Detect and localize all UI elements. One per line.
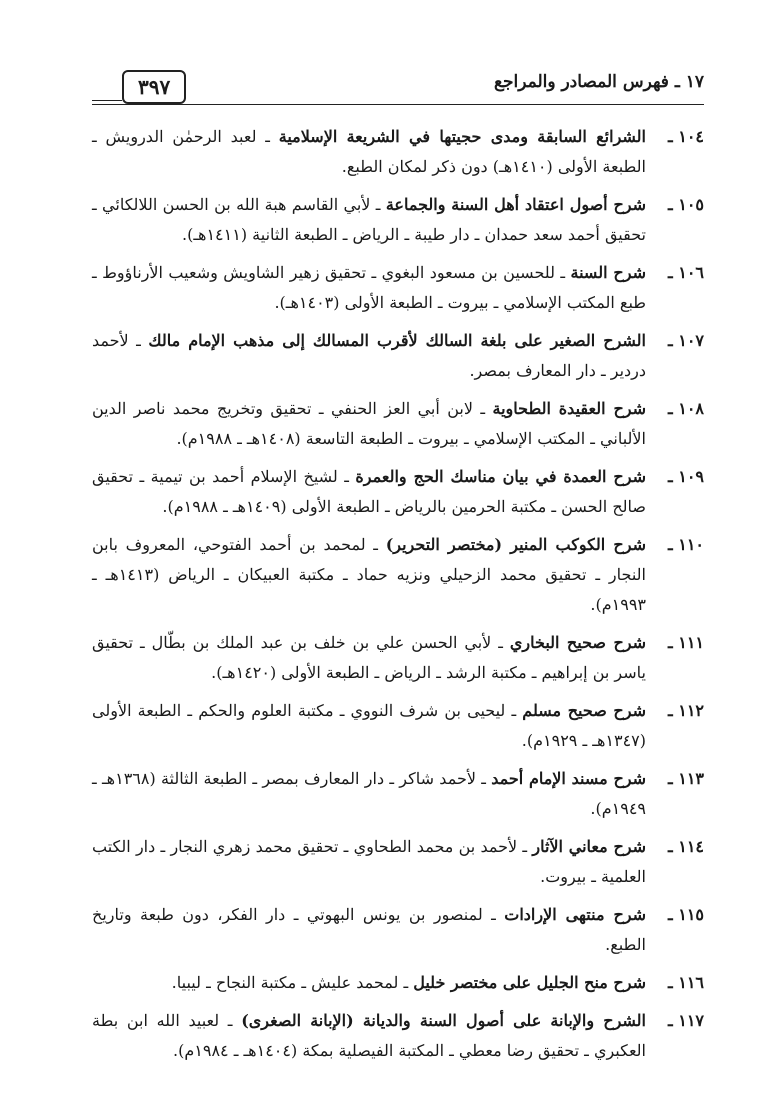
entry-title: شرح صحيح مسلم <box>522 701 646 720</box>
header-rule <box>92 104 704 105</box>
page-number: ٣٩٧ <box>122 70 186 104</box>
entry-title: شرح الكوكب المنير (مختصر التحرير) <box>385 535 646 554</box>
entry-details: ـ للحسين بن مسعود البغوي ـ تحقيق زهير الشاويش وشعيب الأرناؤوط ـ طبع المكتب الإسلامي ـ بيروت ـ الطبعة الأولى (١٤٠٣هـ). <box>92 263 646 312</box>
entry-details: ـ ليحيى بن شرف النووي ـ مكتبة العلوم والحكم ـ الطبعة الأولى (١٣٤٧هـ ـ ١٩٢٩م). <box>92 701 646 750</box>
entry-title: شرح العمدة في بيان مناسك الحج والعمرة <box>355 467 646 486</box>
entry-number: ١٠٥ ـ <box>667 195 704 214</box>
reference-entry <box>92 462 704 522</box>
entry-number: ١١٥ ـ <box>667 905 704 924</box>
entry-details: ـ لأحمد شاكر ـ دار المعارف بمصر ـ الطبعة الثالثة (١٣٦٨هـ ـ ١٩٤٩م). <box>92 769 646 818</box>
entry-title: شرح معاني الآثار <box>532 837 647 856</box>
reference-entry <box>92 628 704 688</box>
entry-details: ـ لعبيد الله ابن بطة العكبري ـ تحقيق رضا معطي ـ المكتبة الفيصلية بمكة (١٤٠٤هـ ـ ١٩٨٤م). <box>92 1011 646 1060</box>
reference-entry <box>92 122 704 182</box>
entry-title: الشرائع السابقة ومدى حجيتها في الشريعة الإسلامية <box>278 127 646 146</box>
entry-title: شرح السنة <box>570 263 646 282</box>
reference-entry <box>92 900 704 960</box>
entry-details: ـ لمحمد بن أحمد الفتوحي، المعروف بابن النجار ـ تحقيق محمد الزحيلي ونزيه حماد ـ مكتبة العبيكان ـ الرياض (١٤١٣هـ ـ ١٩٩٣م). <box>92 535 646 614</box>
entry-number: ١٠٩ ـ <box>667 467 704 486</box>
entry-number: ١٠٧ ـ <box>667 331 704 350</box>
entry-title: الشرح والإبانة على أصول السنة والديانة (الإبانة الصغرى) <box>241 1011 647 1030</box>
entry-title: شرح مسند الإمام أحمد <box>491 769 647 788</box>
page-header <box>92 70 704 110</box>
reference-entry <box>92 968 704 998</box>
reference-entry <box>92 530 704 620</box>
entry-details: ـ لأحمد بن محمد الطحاوي ـ تحقيق محمد زهري النجار ـ دار الكتب العلمية ـ بيروت. <box>92 837 646 886</box>
entry-details: ـ لشيخ الإسلام أحمد بن تيمية ـ تحقيق صالح الحسن ـ مكتبة الحرمين بالرياض ـ الطبعة الأولى (١٤٠٩هـ ـ ١٩٨٨م). <box>92 467 646 516</box>
entry-number: ١١٧ ـ <box>667 1011 704 1030</box>
reference-entry <box>92 1006 704 1066</box>
entry-details: ـ لمنصور بن يونس البهوتي ـ دار الفكر، دون طبعة وتاريخ الطبع. <box>92 905 646 954</box>
entry-number: ١٠٨ ـ <box>667 399 704 418</box>
entry-details: ـ لمحمد عليش ـ مكتبة النجاح ـ ليبيا. <box>171 973 414 992</box>
reference-entry <box>92 764 704 824</box>
entry-details: ـ لعبد الرحمٰن الدرويش ـ الطبعة الأولى (١٤١٠هـ) دون ذكر لمكان الطبع. <box>92 127 646 176</box>
entry-number: ١١١ ـ <box>667 633 704 652</box>
reference-entry <box>92 832 704 892</box>
entry-title: شرح أصول اعتقاد أهل السنة والجماعة <box>385 195 647 214</box>
reference-entry <box>92 190 704 250</box>
chapter-title: ١٧ ـ فهرس المصادر والمراجع <box>493 72 704 92</box>
entry-number: ١١٢ ـ <box>667 701 704 720</box>
entry-number: ١١٦ ـ <box>667 973 704 992</box>
reference-entry <box>92 326 704 386</box>
entry-number: ١٠٦ ـ <box>667 263 704 282</box>
entry-number: ١١٠ ـ <box>667 535 704 554</box>
entry-details: ـ لأبي الحسن علي بن خلف بن عبد الملك بن بطّال ـ تحقيق ياسر بن إبراهيم ـ مكتبة الرشد ـ الرياض ـ الطبعة الأولى (١٤٢٠هـ). <box>92 633 646 682</box>
entry-title: شرح العقيدة الطحاوية <box>492 399 647 418</box>
entry-title: شرح منتهى الإرادات <box>504 905 647 924</box>
entry-title: الشرح الصغير على بلغة السالك لأقرب المسالك إلى مذهب الإمام مالك <box>148 331 646 350</box>
entry-details: ـ لأحمد دردير ـ دار المعارف بمصر. <box>92 331 646 380</box>
header-rule-short <box>92 100 122 101</box>
reference-entry <box>92 258 704 318</box>
entry-number: ١١٤ ـ <box>667 837 704 856</box>
reference-entry <box>92 696 704 756</box>
entry-title: شرح صحيح البخاري <box>509 633 647 652</box>
entry-details: ـ لابن أبي العز الحنفي ـ تحقيق وتخريج محمد ناصر الدين الألباني ـ المكتب الإسلامي ـ بيروت ـ الطبعة التاسعة (١٤٠٨هـ ـ ١٩٨٨م). <box>92 399 646 448</box>
reference-entry <box>92 394 704 454</box>
references-list <box>92 122 704 1074</box>
entry-number: ١١٣ ـ <box>667 769 704 788</box>
entry-details: ـ لأبي القاسم هبة الله بن الحسن اللالكائي ـ تحقيق أحمد سعد حمدان ـ دار طيبة ـ الرياض ـ الطبعة الثانية (١٤١١هـ). <box>92 195 646 244</box>
entry-title: شرح منح الجليل على مختصر خليل <box>413 973 646 992</box>
entry-number: ١٠٤ ـ <box>667 127 704 146</box>
